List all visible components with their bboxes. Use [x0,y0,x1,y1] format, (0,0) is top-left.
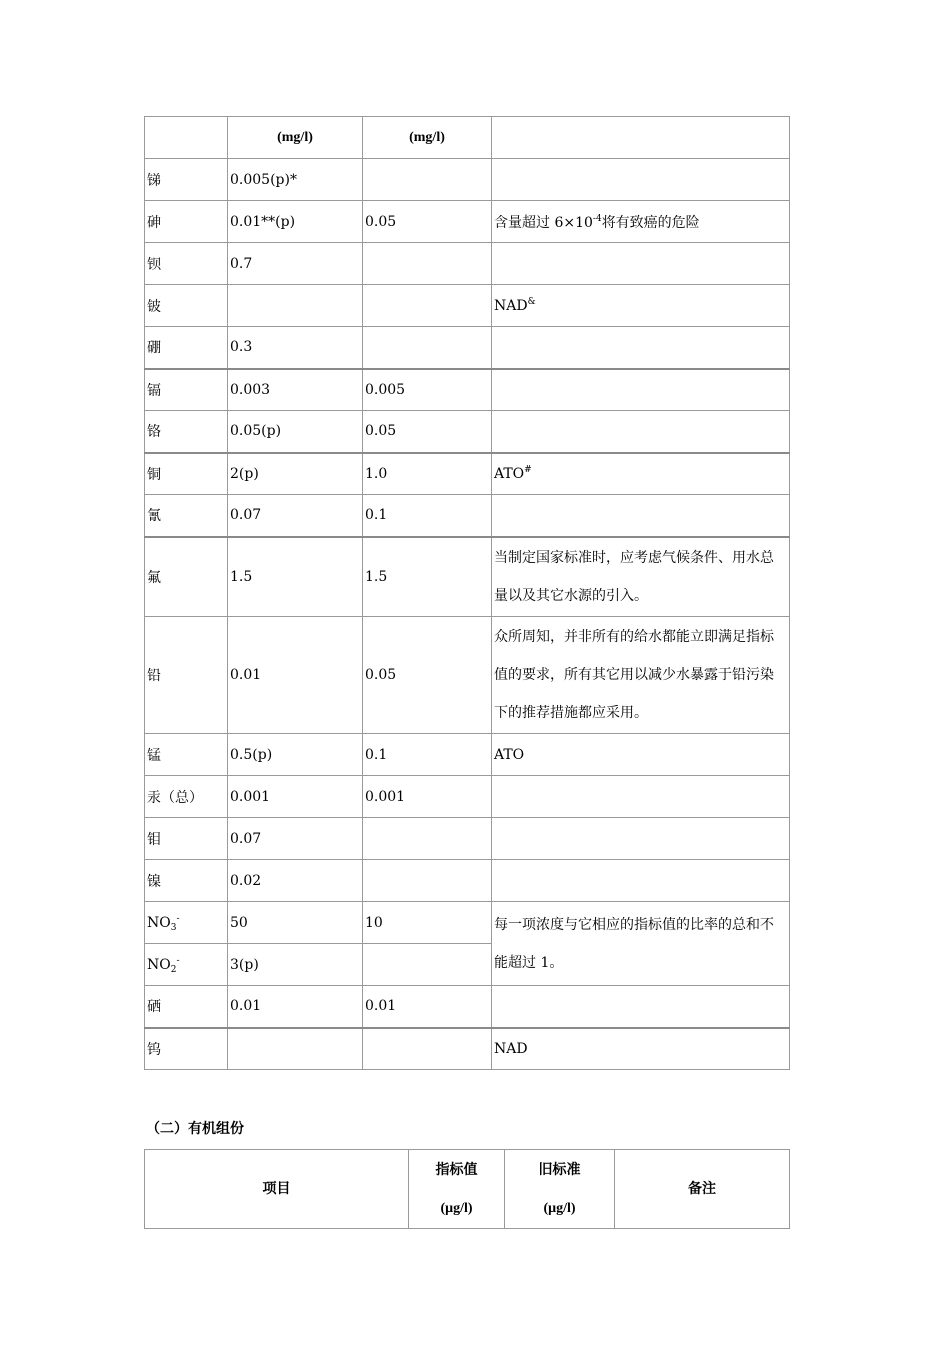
header-cell-note: 备注 [615,1150,790,1229]
old-standard-value: 0.05 [363,617,492,734]
guideline-value: 0.003 [228,369,363,411]
note [492,495,790,537]
note-text-after: 将有致癌的危险 [601,214,700,231]
guideline-value: 0.01 [228,986,363,1028]
note [492,860,790,902]
header-cell-guideline-unit: (mg/l) [228,117,363,159]
table-row [145,327,790,369]
guideline-value: 3(p) [228,944,363,986]
old-standard-value [363,159,492,201]
note: NAD [492,1028,790,1070]
item-name: 氰 [145,495,228,537]
item-name: 镉 [145,369,228,411]
item-name: 钡 [145,243,228,285]
organic-components-table [144,1149,790,1229]
table-row [145,495,790,537]
header-label: 旧标准 [538,1161,581,1178]
guideline-value: 0.5(p) [228,734,363,776]
item-name: 氟 [145,537,228,617]
guideline-value [228,1028,363,1070]
note-superscript: -4 [592,213,602,224]
table-row [145,734,790,776]
old-standard-value: 1.0 [363,453,492,495]
old-standard-value: 0.05 [363,411,492,453]
old-standard-value: 0.1 [363,734,492,776]
old-standard-value [363,944,492,986]
item-name-nitrate: $NO_3^-$ [145,902,228,944]
old-standard-value [363,327,492,369]
note: ATO [492,734,790,776]
note [492,369,790,411]
note-text: ATO [494,465,525,482]
old-standard-value [363,243,492,285]
old-standard-value [363,860,492,902]
header-unit: (μg/l) [440,1200,473,1216]
header-cell-item [145,117,228,159]
note-superscript: # [524,464,532,475]
item-name: 钼 [145,818,228,860]
note [492,285,790,327]
note [492,411,790,453]
note [492,986,790,1028]
note: 当制定国家标准时，应考虑气候条件、用水总量以及其它水源的引入。 [492,537,790,617]
old-standard-value [363,1028,492,1070]
header-cell-guideline [409,1150,505,1229]
item-name: 铍 [145,285,228,327]
old-standard-value [363,818,492,860]
guideline-value: 0.07 [228,818,363,860]
table-row [145,617,790,734]
note [492,159,790,201]
header-cell-item: 项目 [145,1150,409,1229]
header-cell-old-standard [505,1150,615,1229]
item-name-nitrite: $NO_2^-$ [145,944,228,986]
note [492,453,790,495]
guideline-value: 0.7 [228,243,363,285]
note [492,776,790,818]
table-row [145,776,790,818]
item-name: 铅 [145,617,228,734]
guideline-value: 0.005(p)* [228,159,363,201]
item-name: 汞（总） [145,776,228,818]
table-row [145,243,790,285]
note: 众所周知，并非所有的给水都能立即满足指标值的要求，所有其它用以减少水暴露于铅污染下的推荐措施都应采用。 [492,617,790,734]
item-name: 硒 [145,986,228,1028]
table-row [145,1028,790,1070]
table-row [145,285,790,327]
table-row [145,453,790,495]
header-label: 指标值 [435,1161,478,1178]
item-name: 锰 [145,734,228,776]
table-row [145,369,790,411]
old-standard-value: 0.1 [363,495,492,537]
item-name: 硼 [145,327,228,369]
note-text: NAD [494,297,528,314]
old-standard-value: 1.5 [363,537,492,617]
note-superscript: & [527,296,536,307]
header-cell-note [492,117,790,159]
old-standard-value: 0.001 [363,776,492,818]
table-row [145,860,790,902]
guideline-value: 0.05(p) [228,411,363,453]
guideline-value: 0.3 [228,327,363,369]
item-name: 铬 [145,411,228,453]
table-row [145,159,790,201]
old-standard-value: 0.01 [363,986,492,1028]
table-row [145,986,790,1028]
guideline-value: 0.01 [228,617,363,734]
section-heading: （二）有机组份 [146,1121,244,1137]
note [492,201,790,243]
item-name: 铜 [145,453,228,495]
old-standard-value: 0.05 [363,201,492,243]
guideline-value: 2(p) [228,453,363,495]
guideline-value: 0.001 [228,776,363,818]
inorganic-components-table [144,116,790,1070]
guideline-value: 0.07 [228,495,363,537]
item-name: 镍 [145,860,228,902]
guideline-value: 0.01**(p) [228,201,363,243]
old-standard-value [363,285,492,327]
header-unit: (μg/l) [543,1200,576,1216]
guideline-value: 50 [228,902,363,944]
item-name: 砷 [145,201,228,243]
table-header-row [145,117,790,159]
note [492,327,790,369]
header-cell-old-standard-unit: (mg/l) [363,117,492,159]
old-standard-value: 0.005 [363,369,492,411]
table-row [145,818,790,860]
old-standard-value: 10 [363,902,492,944]
table-row [145,201,790,243]
guideline-value: 0.02 [228,860,363,902]
table-row [145,537,790,617]
note-text: 含量超过 6×10 [494,214,593,231]
table-row [145,411,790,453]
guideline-value: 1.5 [228,537,363,617]
item-name: 锑 [145,159,228,201]
table-header-row [145,1150,790,1229]
item-name: 钨 [145,1028,228,1070]
nitrate-nitrite-note: 每一项浓度与它相应的指标值的比率的总和不能超过 1。 [492,902,790,986]
guideline-value [228,285,363,327]
note [492,818,790,860]
table-row [145,902,790,944]
note [492,243,790,285]
